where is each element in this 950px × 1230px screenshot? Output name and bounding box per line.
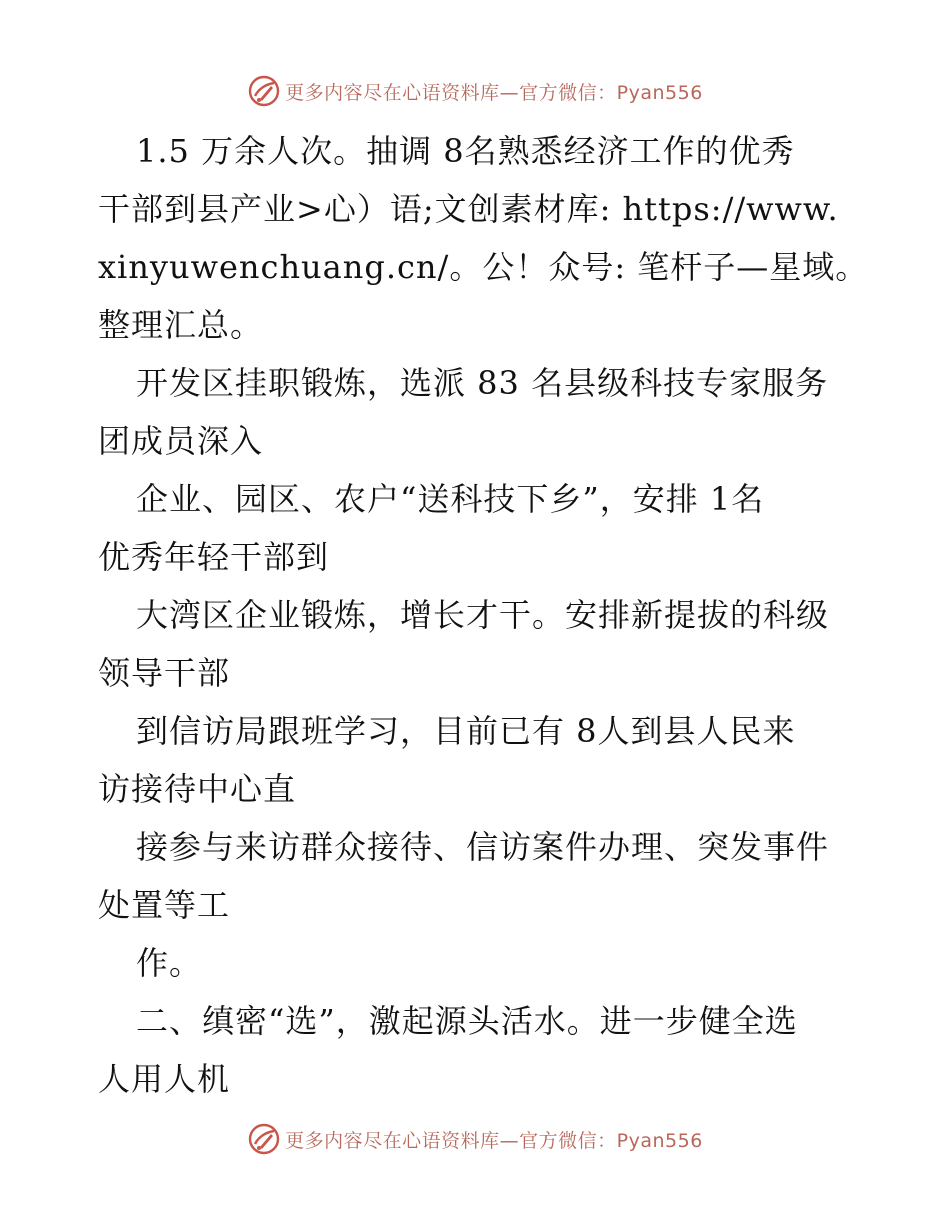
text-line: 二、缜密“选”，激起源头活水。进一步健全选 — [136, 1002, 798, 1040]
text-line: 人用人机 — [98, 1060, 231, 1098]
paragraph — [98, 354, 858, 470]
text-line: 大湾区企业锻炼，增长才干。安排新提拔的科级 — [136, 596, 830, 634]
text-line: 作。 — [136, 944, 203, 982]
text-line: 优秀年轻干部到 — [98, 538, 330, 576]
text-line: xinyuwenchuang.cn/。公！众号: 笔杆子—星域。 — [98, 248, 869, 286]
text-line: 整理汇总。 — [98, 306, 264, 344]
footer-watermark-text: 更多内容尽在心语资料库—官方微信：Pyan556 — [285, 1129, 703, 1152]
paragraph — [98, 122, 869, 354]
text-line: 处置等工 — [98, 886, 231, 924]
paragraph — [98, 586, 858, 702]
text-line: 到信访局跟班学习，目前已有 8人到县人民来 — [136, 712, 796, 750]
pen-swirl-logo-icon — [247, 1122, 281, 1156]
header-watermark-banner — [0, 71, 950, 111]
paragraph — [98, 702, 858, 818]
text-line: 访接待中心直 — [98, 770, 297, 808]
paragraph — [98, 992, 858, 1108]
paragraph — [98, 470, 858, 586]
text-line: 领导干部 — [98, 654, 231, 692]
paragraph — [98, 934, 858, 992]
paragraph — [98, 818, 858, 934]
text-line: 开发区挂职锻炼，选派 83 名县级科技专家服务 — [136, 364, 829, 402]
text-line: 接参与来访群众接待、信访案件办理、突发事件 — [136, 828, 830, 866]
text-line: 企业、园区、农户“送科技下乡”，安排 1名 — [136, 480, 765, 518]
header-watermark-text: 更多内容尽在心语资料库—官方微信：Pyan556 — [285, 81, 703, 104]
text-line: 干部到县产业>心）语;文创素材库: https://www. — [98, 190, 839, 228]
footer-watermark-banner — [0, 1119, 950, 1159]
text-line: 1.5 万余人次。抽调 8名熟悉经济工作的优秀 — [136, 132, 795, 170]
text-line: 团成员深入 — [98, 422, 264, 460]
pen-swirl-logo-icon — [247, 74, 281, 108]
document-body — [98, 122, 869, 1108]
